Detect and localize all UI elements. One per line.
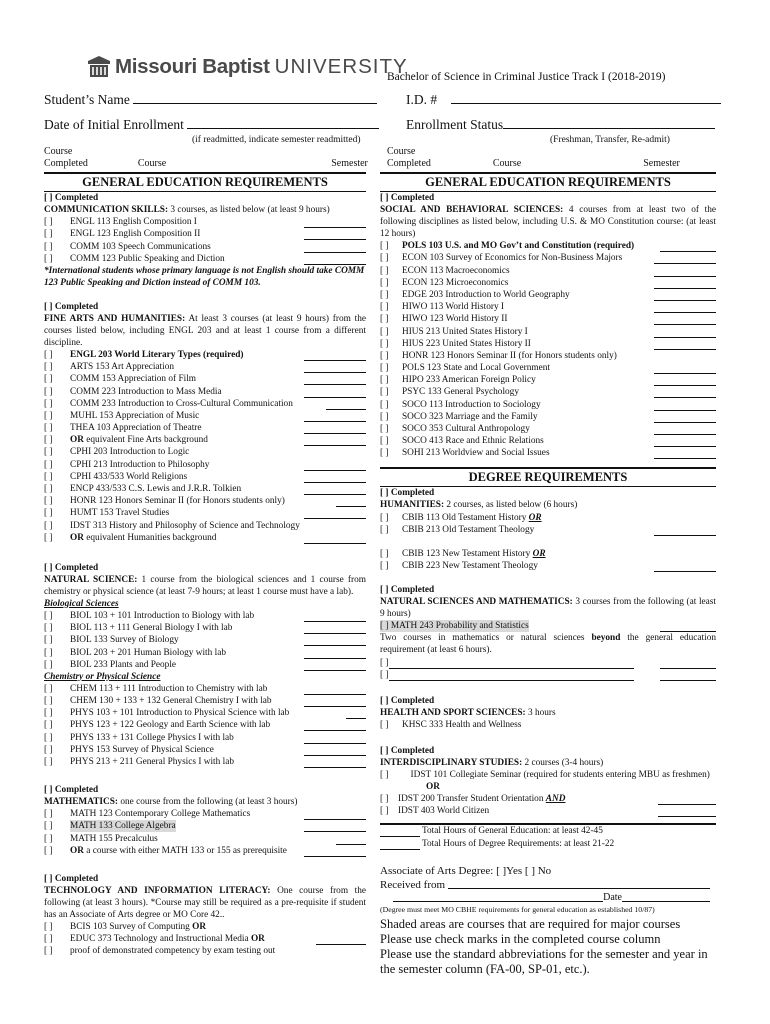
- ids-or: OR: [426, 781, 440, 792]
- course-row[interactable]: [ ] OR equivalent Humanities background: [44, 532, 366, 544]
- fine-completed[interactable]: [ ] Completed: [44, 301, 99, 312]
- course-row[interactable]: [ ] BIOL 103 + 101 Introduction to Biology with lab: [44, 610, 366, 622]
- comm-completed[interactable]: [ ] Completed: [44, 193, 99, 203]
- course-row[interactable]: [ ] SOHI 213 Worldview and Social Issues: [380, 447, 716, 459]
- total-degree: Total Hours of Degree Requirements: at least 21-22: [380, 837, 716, 849]
- course-row[interactable]: [380, 620, 716, 632]
- course-row[interactable]: [ ] EDGE 203 Introduction to World Geography: [380, 289, 716, 301]
- bio-heading: Biological Sciences: [44, 598, 119, 609]
- chem-heading: Chemistry or Physical Science: [44, 671, 161, 682]
- degree-header: DEGREE REQUIREMENTS: [380, 467, 716, 487]
- course-row[interactable]: [ ] HONR 123 Honors Seminar II (for Honors students only): [44, 495, 366, 507]
- course-row[interactable]: [ ] COMM 233 Introduction to Cross-Cultural Communication: [44, 398, 366, 410]
- shaded-course: MATH 133 College Algebra: [70, 821, 176, 832]
- course-row[interactable]: [ ] ENGL 113 English Composition I: [44, 216, 366, 228]
- course-row[interactable]: [ ] BIOL 113 + 111 General Biology I with lab: [44, 622, 366, 634]
- course-row[interactable]: [ ] IDST 200 Transfer Student Orientation AND: [380, 793, 716, 805]
- received-from[interactable]: Received from: [380, 878, 716, 892]
- course-row[interactable]: [ ] BIOL 233 Plants and People: [44, 659, 366, 671]
- enrollment-status-field[interactable]: [503, 128, 715, 129]
- course-row[interactable]: [ ] CPHI 203 Introduction to Logic: [44, 447, 190, 458]
- university-logo: [86, 54, 408, 80]
- course-row[interactable]: [ ] PHYS 213 + 211 General Physics I with lab: [44, 756, 366, 768]
- course-row[interactable]: [ ] ENGL 203 World Literary Types (required): [44, 349, 366, 361]
- course-row[interactable]: [ ] ECON 123 Microeconomics: [380, 277, 716, 289]
- course-row[interactable]: [ ] CBIB 223 New Testament Theology: [380, 560, 716, 572]
- course-row[interactable]: [ ] MUHL 153 Appreciation of Music: [44, 410, 366, 422]
- status-note: (Freshman, Transfer, Re-admit): [550, 135, 670, 145]
- course-row[interactable]: [ ] proof of demonstrated competency by exam testing out: [44, 946, 276, 957]
- left-column: GENERAL EDUCATION REQUIREMENTS [ ] Completed COMMUNICATION SKILLS: 3 courses, as listed below (at least 9 hours) [ ] ENGL 113 English Composition I [ ] ENGL 123 English Composition II [ ] COMM 103 Speech Communications [ ] COMM 123 Public Speaking and Diction *International students whose primary language is not English should take COMM 123 Public Speaking and Diction instead of COMM 103. [ ] Completed FINE ARTS AND HUMANITIES: At least 3 courses (at least 9 hours) from the courses listed below, including ENGL 203 and at least 1 course from a different discipline. [ ] ENGL 203 World Literary Types (required) [ ] ARTS 153 Art Appreciation [ ] COMM 153 Appreciation of Film [ ] COMM 223 Introduction to Mass Media [ ] COMM 233 Introduction to Cross-Cultural Communication [ ] MUHL 153 Appreciation of Music [ ] THEA 103 Appreciation of Theatre [ ] OR equivalent Fine Arts background [ ] CPHI 203 Introduction to Logic [ ] CPHI 213 Introduction to Philosophy [ ] CPHI 433/533 World Religions [ ] ENCP 433/533 C.S. Lewis and J.R.R. Tolkien [ ] HONR 123 Honors Seminar II (for Honors students only) [ ] HUMT 153 Travel Studies [ ] IDST 313 History and Philosophy of Science and Technology [ ] OR equivalent Humanities background [ ] Completed NATURAL SCIENCE: 1 course from the biological sciences and 1 course from chemistry or physical science (at least 7-9 hours; at least 1 course must have a lab). Biological Sciences [ ] BIOL 103 + 101 Introduction to Biology with lab [ ] BIOL 113 + 111 General Biology I with lab [ ] BIOL 133 Survey of Biology [ ] BIOL 203 + 201 Human Biology with lab [ ] BIOL 233 Plants and People Chemistry or Physical Science [ ] CHEM 113 + 111 Introduction to Chemistry with lab [ ] CHEM 130 + 133 + 132 General Chemistry I with lab [ ] PHYS 103 + 101 Introduction to Physical Science with lab [ ] PHYS 123 + 122 Geology and Earth Science with lab [ ] PHYS 133 + 131 College Physics I with lab [ ] PHYS 153 Survey of Physical Science [ ] PHYS 213 + 211 General Physics I with lab [ ] Completed MATHEMATICS: one course from the following (at least 3 hours) [ ] MATH 123 Contemporary College Mathematics [ ] MATH 133 College Algebra [ ] MATH 155 Precalculus [ ] OR a course with either MATH 133 or 155 as prerequisite [ ] Completed TECHNOLOGY AND INFORMATION LITERACY: One course from the following (at least 3 hours). *Course may still be required as a pre-requisite if student has an Associate of Arts degree or MO Core 42.. [ ] BCIS 103 Survey of Computing OR [ ] EDUC 373 Technology and Instructional Media OR [ ] proof of demonstrated competency by exam testing out: [44, 172, 366, 957]
- course-row[interactable]: [ ] BIOL 133 Survey of Biology: [44, 634, 366, 646]
- course-row[interactable]: [ ] PHYS 133 + 131 College Physics I with lab: [44, 731, 366, 743]
- course-row[interactable]: [ ] IDST 403 World Citizen: [380, 805, 716, 817]
- logo-suffix: UNIVERSITY: [274, 55, 408, 78]
- right-colhead: Course Completed Course Semester: [387, 146, 680, 169]
- course-row[interactable]: [ ]: [380, 656, 716, 668]
- readmit-note: (if readmitted, indicate semester readmitted): [192, 135, 361, 145]
- course-row[interactable]: [ ] SOCO 353 Cultural Anthropology: [380, 423, 716, 435]
- course-row[interactable]: [ ] HIWO 123 World History II: [380, 313, 716, 325]
- course-row[interactable]: [ ] ECON 103 Survey of Economics for Non-Business Majors: [380, 252, 716, 264]
- course-row[interactable]: [ ] CHEM 130 + 133 + 132 General Chemistry I with lab: [44, 695, 366, 707]
- id-label: I.D. #: [406, 92, 721, 108]
- enrollment-status-label: Enrollment Status: [406, 117, 715, 133]
- hum-completed[interactable]: [ ] Completed: [380, 488, 435, 499]
- id-field[interactable]: [451, 103, 721, 104]
- course-row[interactable]: [ ] BIOL 203 + 201 Human Biology with lab: [44, 646, 366, 658]
- course-row[interactable]: [ ] CPHI 433/533 World Religions: [44, 471, 366, 483]
- student-name-field[interactable]: [133, 103, 377, 104]
- course-row[interactable]: [ ] HIWO 113 World History I: [380, 301, 716, 313]
- intl-note: *International students whose primary language is not English should take COMM 123 Public Speaking and Diction instead of COMM 103.: [44, 265, 365, 288]
- course-row[interactable]: [ ] COMM 153 Appreciation of Film: [44, 373, 366, 385]
- course-row[interactable]: [ ] EDUC 373 Technology and Instructional Media OR: [44, 933, 366, 945]
- tech-completed[interactable]: [ ] Completed: [44, 873, 99, 884]
- enrollment-date-label: Date of Initial Enrollment: [44, 117, 379, 133]
- course-row[interactable]: [ ] PHYS 103 + 101 Introduction to Physical Science with lab: [44, 707, 366, 719]
- ids-completed[interactable]: [ ] Completed: [380, 745, 435, 756]
- course-row[interactable]: [ ] CPHI 213 Introduction to Philosophy: [44, 458, 366, 470]
- shaded-course: [ ] MATH 243 Probability and Statistics: [380, 621, 529, 632]
- associate-degree[interactable]: Associate of Arts Degree: [ ]Yes [ ] No: [380, 864, 552, 877]
- course-row[interactable]: [ ] CBIB 113 Old Testament History OR: [380, 512, 542, 523]
- math-completed[interactable]: [ ] Completed: [44, 785, 99, 795]
- program-title: Bachelor of Science in Criminal Justice Track I (2018-2019): [387, 71, 666, 83]
- course-row[interactable]: [ ] SOCO 413 Race and Ethnic Relations: [380, 435, 716, 447]
- course-row[interactable]: [ ] ARTS 153 Art Appreciation: [44, 361, 366, 373]
- course-row[interactable]: [ ] OR equivalent Fine Arts background: [44, 434, 366, 446]
- logo-brand: Missouri Baptist: [115, 55, 270, 78]
- course-row[interactable]: [ ] PHYS 153 Survey of Physical Science: [44, 744, 366, 756]
- course-row[interactable]: [ ] SOCO 113 Introduction to Sociology: [380, 398, 716, 410]
- soc-completed[interactable]: [ ] Completed: [380, 193, 435, 203]
- course-row[interactable]: [ ] MATH 123 Contemporary College Mathematics: [44, 808, 366, 820]
- course-row[interactable]: [ ] HIUS 223 United States History II: [380, 338, 716, 350]
- course-row[interactable]: [ ] KHSC 333 Health and Wellness: [380, 719, 522, 730]
- course-row[interactable]: [ ] SOCO 323 Marriage and the Family: [380, 411, 716, 423]
- course-row[interactable]: [ ] POLS 123 State and Local Government: [380, 362, 716, 374]
- course-row[interactable]: [ ] IDST 313 History and Philosophy of Science and Technology: [44, 520, 300, 531]
- date-line[interactable]: Date: [380, 892, 710, 904]
- course-row[interactable]: [ ] MATH 133 College Algebra: [44, 820, 366, 832]
- enrollment-date-field[interactable]: [187, 128, 379, 129]
- course-row[interactable]: [ ] CBIB 213 Old Testament Theology: [380, 524, 716, 536]
- natsci-completed[interactable]: [ ] Completed: [44, 562, 99, 573]
- course-row[interactable]: [ ]: [380, 669, 716, 681]
- course-row[interactable]: [ ] BCIS 103 Survey of Computing OR: [44, 921, 207, 932]
- course-row[interactable]: [ ] HIPO 233 American Foreign Policy: [380, 374, 716, 386]
- course-row[interactable]: [ ] COMM 103 Speech Communications: [44, 240, 366, 252]
- course-row[interactable]: [ ] OR a course with either MATH 133 or 155 as prerequisite: [44, 845, 366, 857]
- course-row[interactable]: [ ] PHYS 123 + 122 Geology and Earth Science with lab: [44, 719, 366, 731]
- footer-notes: Shaded areas are courses that are required for major courses Please use check marks in the completed course column Please use the standard abbreviations for the semester and year in the semester column (FA-00, SP-01, etc.).: [380, 916, 708, 976]
- nsm-completed[interactable]: [ ] Completed: [380, 585, 435, 596]
- ge-header-left: GENERAL EDUCATION REQUIREMENTS: [44, 172, 366, 192]
- course-row[interactable]: [ ] ECON 113 Macroeconomics: [380, 264, 716, 276]
- total-gen-ed: Total Hours of General Education: at least 42-45: [380, 825, 716, 837]
- mbu-logo-icon: [86, 55, 112, 79]
- course-row[interactable]: [ ] CBIB 123 New Testament History OR: [380, 548, 546, 559]
- left-colhead: Course Completed Course Semester: [44, 146, 368, 169]
- course-row[interactable]: [ ] ENCP 433/533 C.S. Lewis and J.R.R. Tolkien: [44, 483, 366, 495]
- course-row[interactable]: [ ] HIUS 213 United States History I: [380, 325, 716, 337]
- course-row[interactable]: [ ] MATH 155 Precalculus: [44, 832, 366, 844]
- right-column: GENERAL EDUCATION REQUIREMENTS [ ] Completed SOCIAL AND BEHAVIORAL SCIENCES: 4 courses from at least two of the following disciplines as listed below, including U.S. & MO Constitution course: (at least 12 hours) [ ] POLS 103 U.S. and MO Gov’t and Constitution (required) [ ] ECON 103 Survey of Economics for Non-Business Majors [ ] ECON 113 Macroeconomics [ ] ECON 123 Microeconomics [ ] EDGE 203 Introduction to World Geography [ ] HIWO 113 World History I [ ] HIWO 123 World History II [ ] HIUS 213 United States History I [ ] HIUS 223 United States History II [ ] HONR 123 Honors Seminar II (for Honors students only) [ ] POLS 123 State and Local Government [ ] HIPO 233 American Foreign Policy [ ] PSYC 133 General Psychology [ ] SOCO 113 Introduction to Sociology [ ] SOCO 323 Marriage and the Family [ ] SOCO 353 Cultural Anthropology [ ] SOCO 413 Race and Ethnic Relations [ ] SOHI 213 Worldview and Social Issues DEGREE REQUIREMENTS [ ] Completed HUMANITIES: 2 courses, as listed below (6 hours) [ ] CBIB 113 Old Testament History OR [ ] CBIB 213 Old Testament Theology [ ] CBIB 123 New Testament History OR [ ] CBIB 223 New Testament Theology [ ] Completed NATURAL SCIENCES AND MATHEMATICS: 3 courses from the following (at least 9 hours) [ ] MATH 243 Probability and Statistics Two courses in mathematics or natural sciences beyond the general education requirement (at least 6 hours). [ ] [ ] [ ] Completed HEALTH AND SPORT SCIENCES: 3 hours [ ] KHSC 333 Health and Wellness [ ] Completed INTERDISCIPLINARY STUDIES: 2 courses (3-4 hours) [ ] IDST 101 Collegiate Seminar (required for students entering MBU as freshmen) OR [ ] IDST 200 Transfer Student Orientation AND [ ] IDST 403 World Citizen Total Hours of General Education: at least 42-45 Total Hours of Degree Requirements: at least 21-22 Associate of Arts Degree: [ ]Yes [ ] No Received from Date (Degree must meet MO CBHE requirements for general education as established 10/87) Shaded areas are courses that are required for major courses Please use check marks in the completed course column Please use the standard abbreviations for the semester and year in the semester column (FA-00, SP-01, etc.).: [380, 172, 716, 977]
- student-name-label: Student’s Name: [44, 92, 377, 108]
- course-row[interactable]: [ ] CHEM 113 + 111 Introduction to Chemistry with lab: [44, 683, 366, 695]
- ge-header-right: GENERAL EDUCATION REQUIREMENTS: [380, 172, 716, 192]
- course-row[interactable]: [ ] HUMT 153 Travel Studies: [44, 507, 366, 519]
- course-row[interactable]: [ ] POLS 103 U.S. and MO Gov’t and Constitution (required): [380, 240, 716, 252]
- course-row[interactable]: [ ] HONR 123 Honors Seminar II (for Honors students only): [380, 350, 617, 361]
- cbhe-note: (Degree must meet MO CBHE requirements for general education as established 10/87): [380, 904, 655, 914]
- course-row[interactable]: [ ] COMM 223 Introduction to Mass Media: [44, 385, 366, 397]
- course-row[interactable]: [ ] ENGL 123 English Composition II: [44, 228, 366, 240]
- course-row[interactable]: [ ] THEA 103 Appreciation of Theatre: [44, 422, 366, 434]
- hss-completed[interactable]: [ ] Completed: [380, 695, 435, 706]
- course-row[interactable]: [ ] COMM 123 Public Speaking and Diction: [44, 253, 366, 265]
- course-row[interactable]: [ ] PSYC 133 General Psychology: [380, 386, 716, 398]
